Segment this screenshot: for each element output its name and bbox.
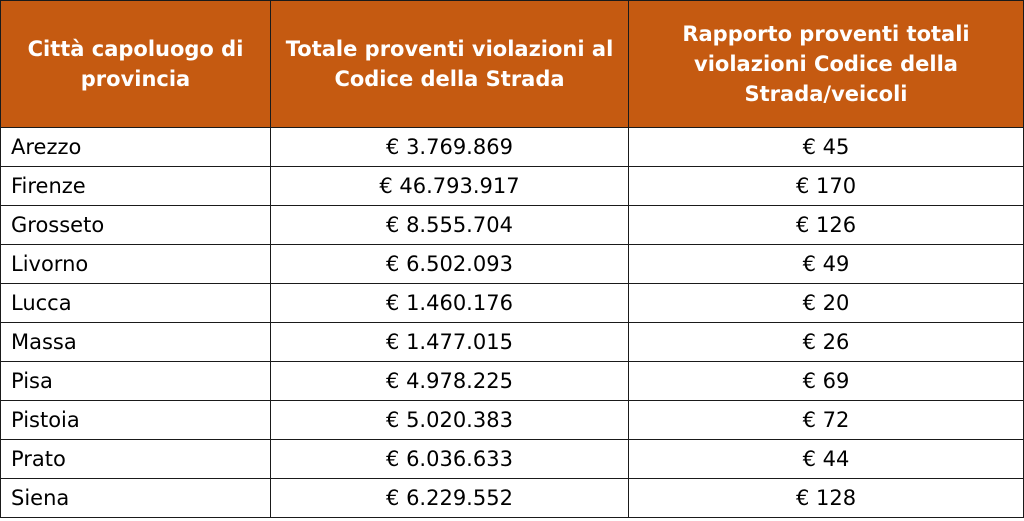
ratio-cell: € 20 (629, 284, 1024, 323)
ratio-cell: € 49 (629, 245, 1024, 284)
table-row (1, 167, 1024, 206)
city-cell: Lucca (1, 284, 271, 323)
table-row (1, 245, 1024, 284)
city-cell: Massa (1, 323, 271, 362)
city-cell: Firenze (1, 167, 271, 206)
total-cell: € 46.793.917 (271, 167, 629, 206)
city-cell: Pisa (1, 362, 271, 401)
city-cell: Siena (1, 479, 271, 518)
ratio-cell: € 126 (629, 206, 1024, 245)
ratio-cell: € 45 (629, 128, 1024, 167)
city-cell: Grosseto (1, 206, 271, 245)
table-row (1, 206, 1024, 245)
total-cell: € 5.020.383 (271, 401, 629, 440)
header-total-proceeds: Totale proventi violazioni al Codice della Strada (271, 1, 629, 128)
ratio-cell: € 69 (629, 362, 1024, 401)
city-cell: Pistoia (1, 401, 271, 440)
header-proceeds-per-vehicle: Rapporto proventi totali violazioni Codice della Strada/veicoli (629, 1, 1024, 128)
total-cell: € 1.477.015 (271, 323, 629, 362)
ratio-cell: € 44 (629, 440, 1024, 479)
ratio-cell: € 72 (629, 401, 1024, 440)
total-cell: € 8.555.704 (271, 206, 629, 245)
total-cell: € 6.229.552 (271, 479, 629, 518)
table-row (1, 362, 1024, 401)
table-row (1, 401, 1024, 440)
header-city: Città capoluogo di provincia (1, 1, 271, 128)
table-row (1, 479, 1024, 518)
ratio-cell: € 128 (629, 479, 1024, 518)
total-cell: € 6.502.093 (271, 245, 629, 284)
city-cell: Livorno (1, 245, 271, 284)
total-cell: € 6.036.633 (271, 440, 629, 479)
total-cell: € 4.978.225 (271, 362, 629, 401)
total-cell: € 3.769.869 (271, 128, 629, 167)
city-cell: Prato (1, 440, 271, 479)
table-row (1, 284, 1024, 323)
table-row (1, 323, 1024, 362)
header-row (1, 1, 1024, 128)
table-row (1, 128, 1024, 167)
total-cell: € 1.460.176 (271, 284, 629, 323)
city-cell: Arezzo (1, 128, 271, 167)
ratio-cell: € 26 (629, 323, 1024, 362)
table-row (1, 440, 1024, 479)
ratio-cell: € 170 (629, 167, 1024, 206)
